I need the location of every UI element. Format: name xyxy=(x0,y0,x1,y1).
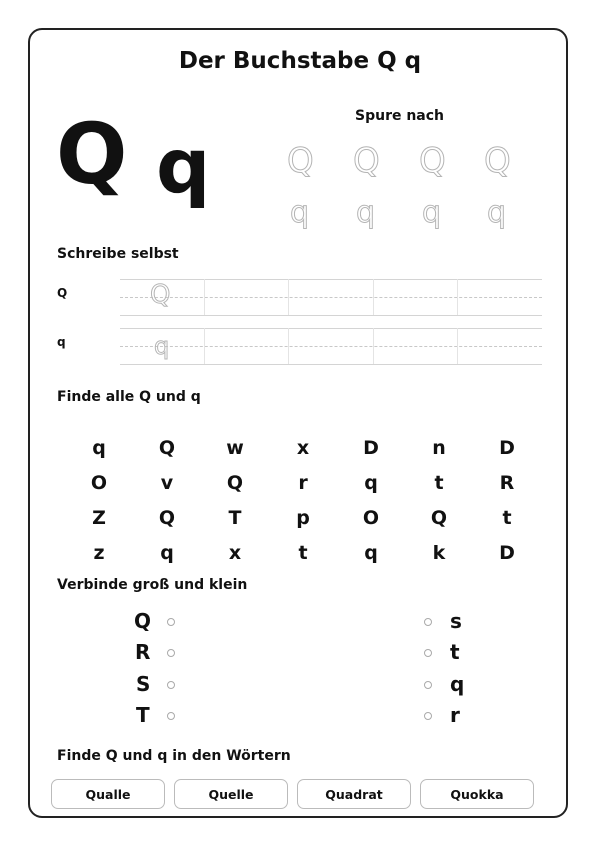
find-grid-letter[interactable]: t xyxy=(502,507,512,529)
find-grid-letter[interactable]: p xyxy=(296,507,310,529)
trace-lower-3: q xyxy=(422,195,442,230)
words-heading: Finde Q und q in den Wörtern xyxy=(57,748,291,764)
word-quokka-button[interactable]: Quokka xyxy=(420,779,534,809)
match-left-letter: Q xyxy=(134,609,152,633)
page-title: Der Buchstabe Q q xyxy=(178,48,422,74)
write-area-upper[interactable] xyxy=(124,280,540,314)
write-example-lower: q xyxy=(154,332,170,360)
word-quadrat-button[interactable]: Quadrat xyxy=(297,779,411,809)
match-right-letter: t xyxy=(450,640,460,664)
trace-lower-2: q xyxy=(356,195,376,230)
word-quelle-button[interactable]: Quelle xyxy=(174,779,288,809)
trace-upper-4: Q xyxy=(484,141,511,181)
match-left-letter: T xyxy=(136,703,150,727)
find-grid-letter[interactable]: t xyxy=(434,472,444,494)
trace-upper-3: Q xyxy=(419,141,446,181)
match-left-dot[interactable] xyxy=(167,681,175,689)
find-grid-letter[interactable]: k xyxy=(432,542,446,564)
trace-upper-1: Q xyxy=(287,141,314,181)
find-grid-letter[interactable]: R xyxy=(499,472,515,494)
trace-upper-2: Q xyxy=(353,141,380,181)
find-grid-letter[interactable]: q xyxy=(160,542,174,564)
match-left-letter: R xyxy=(135,640,151,664)
write-line-base xyxy=(120,364,542,365)
find-grid-letter[interactable]: x xyxy=(228,542,242,564)
match-left-dot[interactable] xyxy=(167,649,175,657)
find-grid-letter[interactable]: t xyxy=(298,542,308,564)
find-grid-letter[interactable]: D xyxy=(499,542,515,564)
trace-heading: Spure nach xyxy=(355,108,445,124)
match-right-dot[interactable] xyxy=(424,618,432,626)
find-grid-letter[interactable]: q xyxy=(364,472,378,494)
find-grid-letter[interactable]: q xyxy=(364,542,378,564)
find-grid-letter[interactable]: Q xyxy=(158,437,176,459)
write-row-label-lower: q xyxy=(57,335,66,349)
find-grid-letter[interactable]: z xyxy=(93,542,105,564)
find-grid-letter[interactable]: D xyxy=(363,437,379,459)
trace-lower-1: q xyxy=(290,195,310,230)
match-left-dot[interactable] xyxy=(167,712,175,720)
write-area-lower[interactable] xyxy=(124,329,540,363)
write-row-label-upper: Q xyxy=(57,286,68,300)
find-grid-letter[interactable]: O xyxy=(362,507,380,529)
find-grid-letter[interactable]: D xyxy=(499,437,515,459)
big-letter-lower: q xyxy=(156,121,211,210)
find-grid-letter[interactable]: Q xyxy=(226,472,244,494)
trace-lower-4: q xyxy=(487,195,507,230)
match-right-letter: r xyxy=(450,703,460,727)
find-grid-letter[interactable]: q xyxy=(92,437,106,459)
find-heading: Finde alle Q und q xyxy=(57,389,201,405)
find-grid-letter[interactable]: w xyxy=(226,437,244,459)
find-grid-letter[interactable]: n xyxy=(432,437,446,459)
find-grid-letter[interactable]: r xyxy=(298,472,308,494)
find-grid-letter[interactable]: x xyxy=(296,437,310,459)
word-qualle-button[interactable]: Qualle xyxy=(51,779,165,809)
match-right-letter: s xyxy=(450,609,462,633)
find-grid-letter[interactable]: Q xyxy=(430,507,448,529)
find-grid-letter[interactable]: T xyxy=(228,507,242,529)
find-grid-letter[interactable]: O xyxy=(90,472,108,494)
write-line-base xyxy=(120,315,542,316)
find-grid-letter[interactable]: v xyxy=(160,472,174,494)
big-letter-upper: Q xyxy=(56,105,128,203)
find-grid-letter[interactable]: Q xyxy=(158,507,176,529)
write-heading: Schreibe selbst xyxy=(57,246,179,262)
match-left-dot[interactable] xyxy=(167,618,175,626)
match-right-letter: q xyxy=(450,672,465,696)
match-right-dot[interactable] xyxy=(424,649,432,657)
match-right-dot[interactable] xyxy=(424,681,432,689)
find-grid-letter[interactable]: Z xyxy=(92,507,106,529)
write-example-upper: Q xyxy=(150,280,171,310)
match-left-letter: S xyxy=(136,672,151,696)
match-right-dot[interactable] xyxy=(424,712,432,720)
match-heading: Verbinde groß und klein xyxy=(57,577,248,593)
